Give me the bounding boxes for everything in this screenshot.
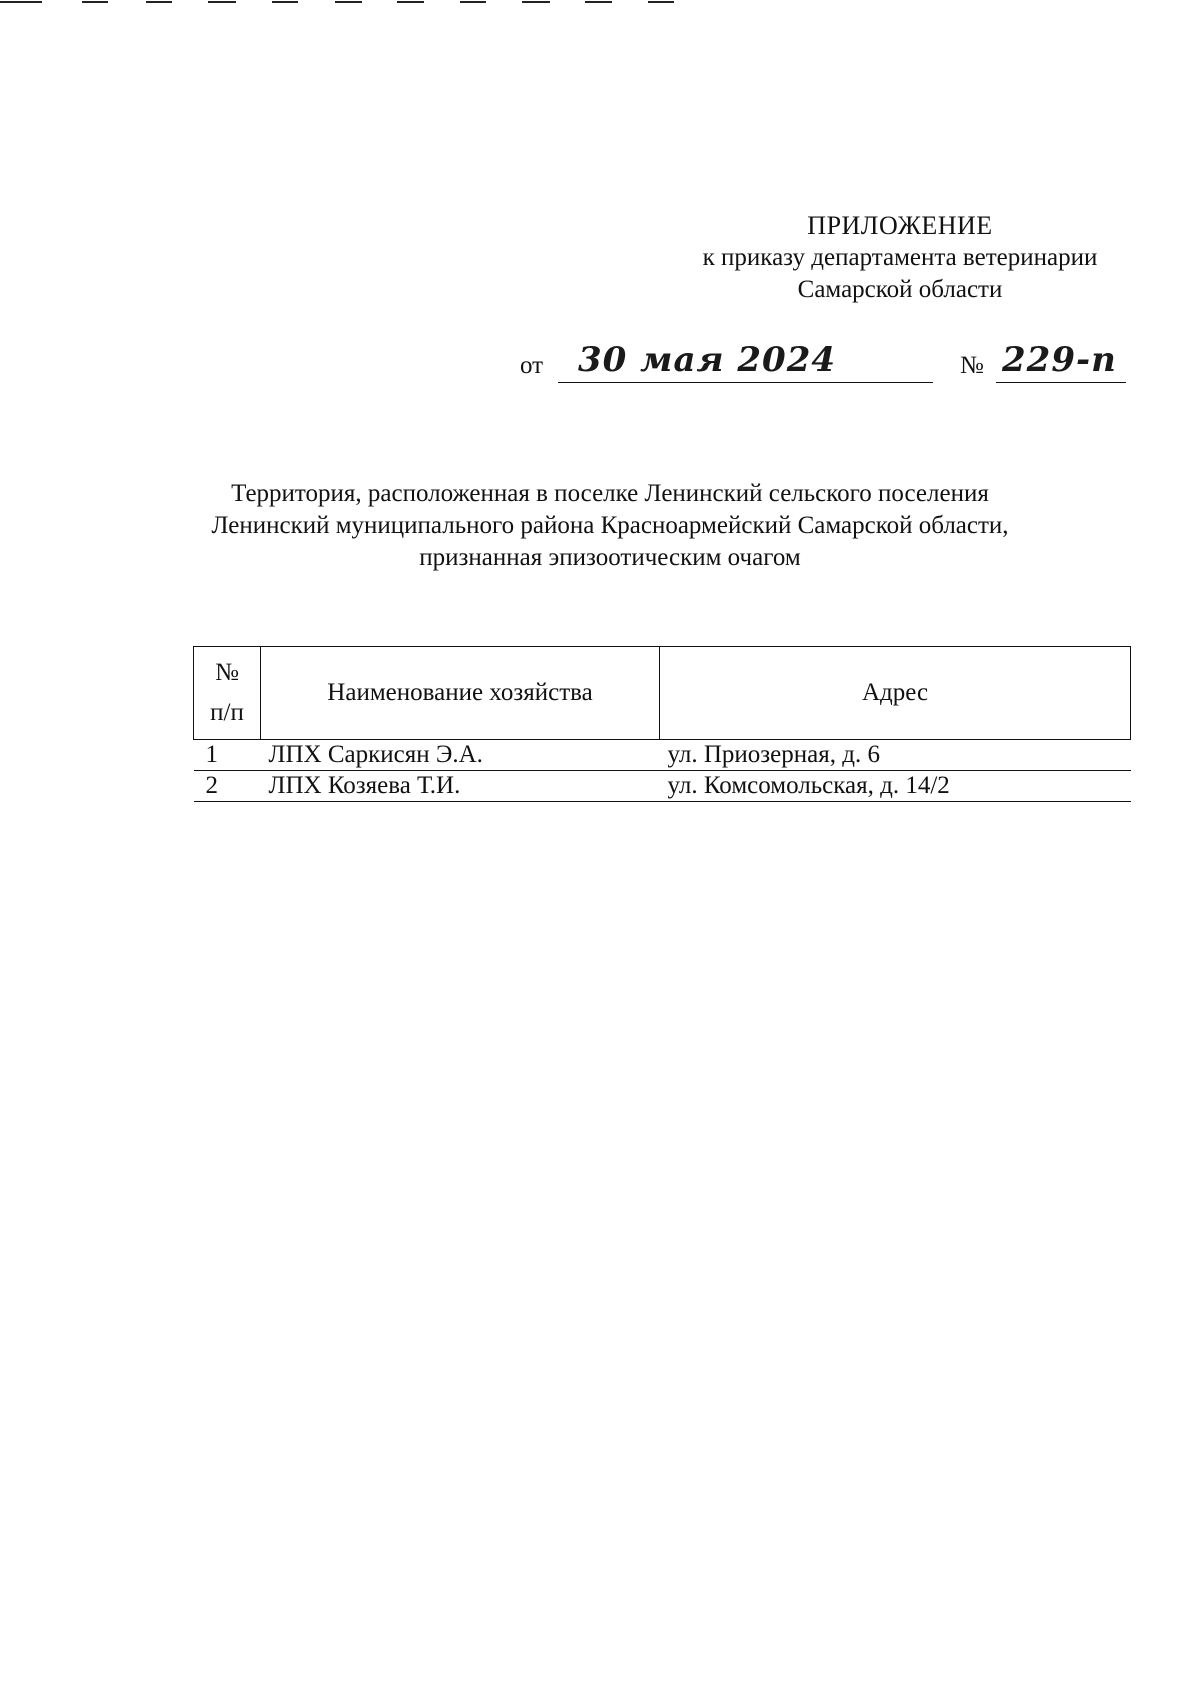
appendix-header [640,210,1160,306]
farms-table [193,646,1131,802]
order-reference [520,340,1130,390]
column-header-number-top: № [215,659,239,686]
column-header-address: Адрес [660,647,1131,740]
order-number-handwritten: 229-п [1002,340,1117,380]
table-header-row [194,647,1131,740]
order-date-prefix: от [520,352,544,379]
order-number-underline [996,382,1126,383]
row-address: ул. Приозерная, д. 6 [660,740,1131,771]
row-farm-name: ЛПХ Саркисян Э.А. [261,740,660,771]
title-line-2: Ленинский муниципального района Красноармейский Самарской области, [211,512,1009,539]
column-header-number [194,647,261,740]
scan-border-dashes [0,0,700,6]
row-address: ул. Комсомольская, д. 14/2 [660,771,1131,802]
appendix-line-region: Самарской области [797,276,1003,303]
row-farm-name: ЛПХ Козяева Т.И. [261,771,660,802]
appendix-heading: ПРИЛОЖЕНИЕ [807,211,993,240]
order-date-handwritten: 30 мая 2024 [578,340,837,380]
order-date-underline [558,382,933,383]
table-row [194,771,1131,802]
table-row [194,740,1131,771]
order-number-prefix: № [960,352,984,379]
row-number: 2 [194,771,261,802]
title-line-1: Территория, расположенная в поселке Ленинский сельского поселения [231,480,989,507]
column-header-number-bottom: п/п [210,699,244,726]
title-line-3: признанная эпизоотическим очагом [419,544,801,571]
appendix-line-order: к приказу департамента ветеринарии [702,244,1098,271]
document-title [150,478,1070,574]
row-number: 1 [194,740,261,771]
column-header-name: Наименование хозяйства [261,647,660,740]
